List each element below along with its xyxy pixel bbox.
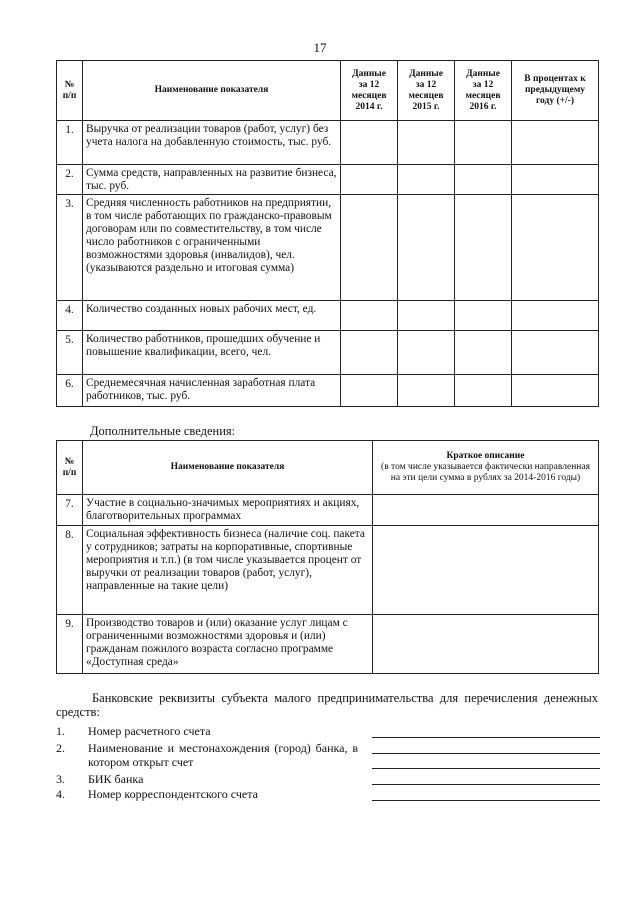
bank-item-number: 3. [56, 772, 65, 786]
description-note: (в том числе указывается фактически направленная на эти цели сумма в рублях за 2014-2016 годы) [381, 462, 590, 483]
col-header-num: № п/п [57, 61, 83, 121]
cell-2015[interactable] [398, 375, 455, 407]
cell-percent[interactable] [512, 331, 599, 375]
col-header-name: Наименование показателя [83, 61, 341, 121]
row-indicator: Выручка от реализации товаров (работ, услуг) без учета налога на добавленную стоимость, тыс. руб. [83, 121, 341, 165]
cell-2016[interactable] [455, 195, 512, 301]
cell-2016[interactable] [455, 121, 512, 165]
cell-2015[interactable] [398, 331, 455, 375]
page-number: 17 [313, 40, 327, 55]
table-row [57, 121, 599, 165]
bank-item-label: БИК банка [88, 772, 144, 786]
bank-name-field[interactable] [372, 753, 600, 754]
row-number: 5. [57, 331, 83, 375]
row-number: 2. [57, 165, 83, 195]
cell-percent[interactable] [512, 301, 599, 331]
col-header-2015: Данные за 12 месяцев 2015 г. [398, 61, 455, 121]
cell-2014[interactable] [341, 121, 398, 165]
cell-2015[interactable] [398, 165, 455, 195]
table-row [57, 375, 599, 407]
row-number: 1. [57, 121, 83, 165]
cell-2014[interactable] [341, 301, 398, 331]
table-header-row [57, 61, 599, 121]
description-title: Краткое описание [446, 451, 525, 461]
row-indicator: Производство товаров и (или) оказание услуг лицам с ограниченными возможностями здоровья и (или) гражданам пожилого возраста согласно программе «Доступная среда» [83, 615, 373, 674]
row-indicator: Количество работников, прошедших обучение и повышение квалификации, всего, чел. [83, 331, 341, 375]
col-header-percent: В процентах к предыдущему году (+/-) [512, 61, 599, 121]
extra-info-title: Дополнительные сведения: [90, 424, 236, 438]
corr-account-field[interactable] [372, 800, 600, 801]
cell-2016[interactable] [455, 301, 512, 331]
row-indicator: Участие в социально-значимых мероприятиях и акциях, благотворительных программах [83, 495, 373, 526]
cell-description[interactable] [373, 526, 599, 615]
table-row [57, 165, 599, 195]
cell-percent[interactable] [512, 121, 599, 165]
cell-2014[interactable] [341, 165, 398, 195]
cell-2015[interactable] [398, 121, 455, 165]
account-number-field[interactable] [372, 737, 600, 738]
cell-2015[interactable] [398, 301, 455, 331]
cell-2014[interactable] [341, 331, 398, 375]
cell-2016[interactable] [455, 165, 512, 195]
row-number: 8. [57, 526, 83, 615]
cell-description[interactable] [373, 615, 599, 674]
bank-item-bik [56, 772, 358, 786]
bik-field[interactable] [372, 784, 600, 785]
col-header-description [373, 441, 599, 495]
col-header-num: № п/п [57, 441, 83, 495]
bank-location-field[interactable] [372, 768, 600, 769]
table-row [57, 615, 599, 674]
row-number: 3. [57, 195, 83, 301]
bank-item-label: Номер корреспондентского счета [88, 787, 258, 801]
indicators-table [56, 60, 599, 407]
table-row [57, 195, 599, 301]
table-header-row [57, 441, 599, 495]
bank-item-bank-name [56, 741, 358, 769]
bank-details-title: Банковские реквизиты субъекта малого предпринимательства для перечисления денежных средств: [56, 691, 598, 719]
cell-percent[interactable] [512, 165, 599, 195]
cell-2016[interactable] [455, 375, 512, 407]
cell-2014[interactable] [341, 375, 398, 407]
col-header-2016: Данные за 12 месяцев 2016 г. [455, 61, 512, 121]
bank-item-corr-account [56, 787, 358, 801]
row-indicator: Среднемесячная начисленная заработная плата работников, тыс. руб. [83, 375, 341, 407]
row-indicator: Количество созданных новых рабочих мест, ед. [83, 301, 341, 331]
cell-percent[interactable] [512, 375, 599, 407]
table-row [57, 526, 599, 615]
cell-percent[interactable] [512, 195, 599, 301]
bank-item-account [56, 724, 358, 738]
row-indicator: Средняя численность работников на предприятии, в том числе работающих по гражданско-правовым договорам или по совместительству, в том числе число работников с ограниченными возможностями здоровья (инвалидов), чел. (указываются раздельно и итоговая сумма) [83, 195, 341, 301]
bank-item-label: Номер расчетного счета [88, 724, 211, 738]
row-number: 7. [57, 495, 83, 526]
row-number: 9. [57, 615, 83, 674]
col-header-name: Наименование показателя [83, 441, 373, 495]
row-number: 6. [57, 375, 83, 407]
cell-2015[interactable] [398, 195, 455, 301]
bank-item-number: 1. [56, 724, 65, 738]
table-row [57, 331, 599, 375]
bank-item-label: Наименование и местонахождения (город) банка, в котором открыт счет [88, 741, 358, 769]
row-indicator: Сумма средств, направленных на развитие бизнеса, тыс. руб. [83, 165, 341, 195]
cell-2016[interactable] [455, 331, 512, 375]
col-header-2014: Данные за 12 месяцев 2014 г. [341, 61, 398, 121]
table-row [57, 301, 599, 331]
row-indicator: Социальная эффективность бизнеса (наличие соц. пакета у сотрудников; затраты на корпоративные, спортивные мероприятия и т.п.) (в том числе указывается процент от выручки от реализации товаров (работ, услуг), направленные на такие цели) [83, 526, 373, 615]
cell-2014[interactable] [341, 195, 398, 301]
extra-info-table [56, 440, 599, 674]
row-number: 4. [57, 301, 83, 331]
bank-item-number: 4. [56, 787, 65, 801]
bank-item-number: 2. [56, 741, 65, 755]
cell-description[interactable] [373, 495, 599, 526]
table-row [57, 495, 599, 526]
